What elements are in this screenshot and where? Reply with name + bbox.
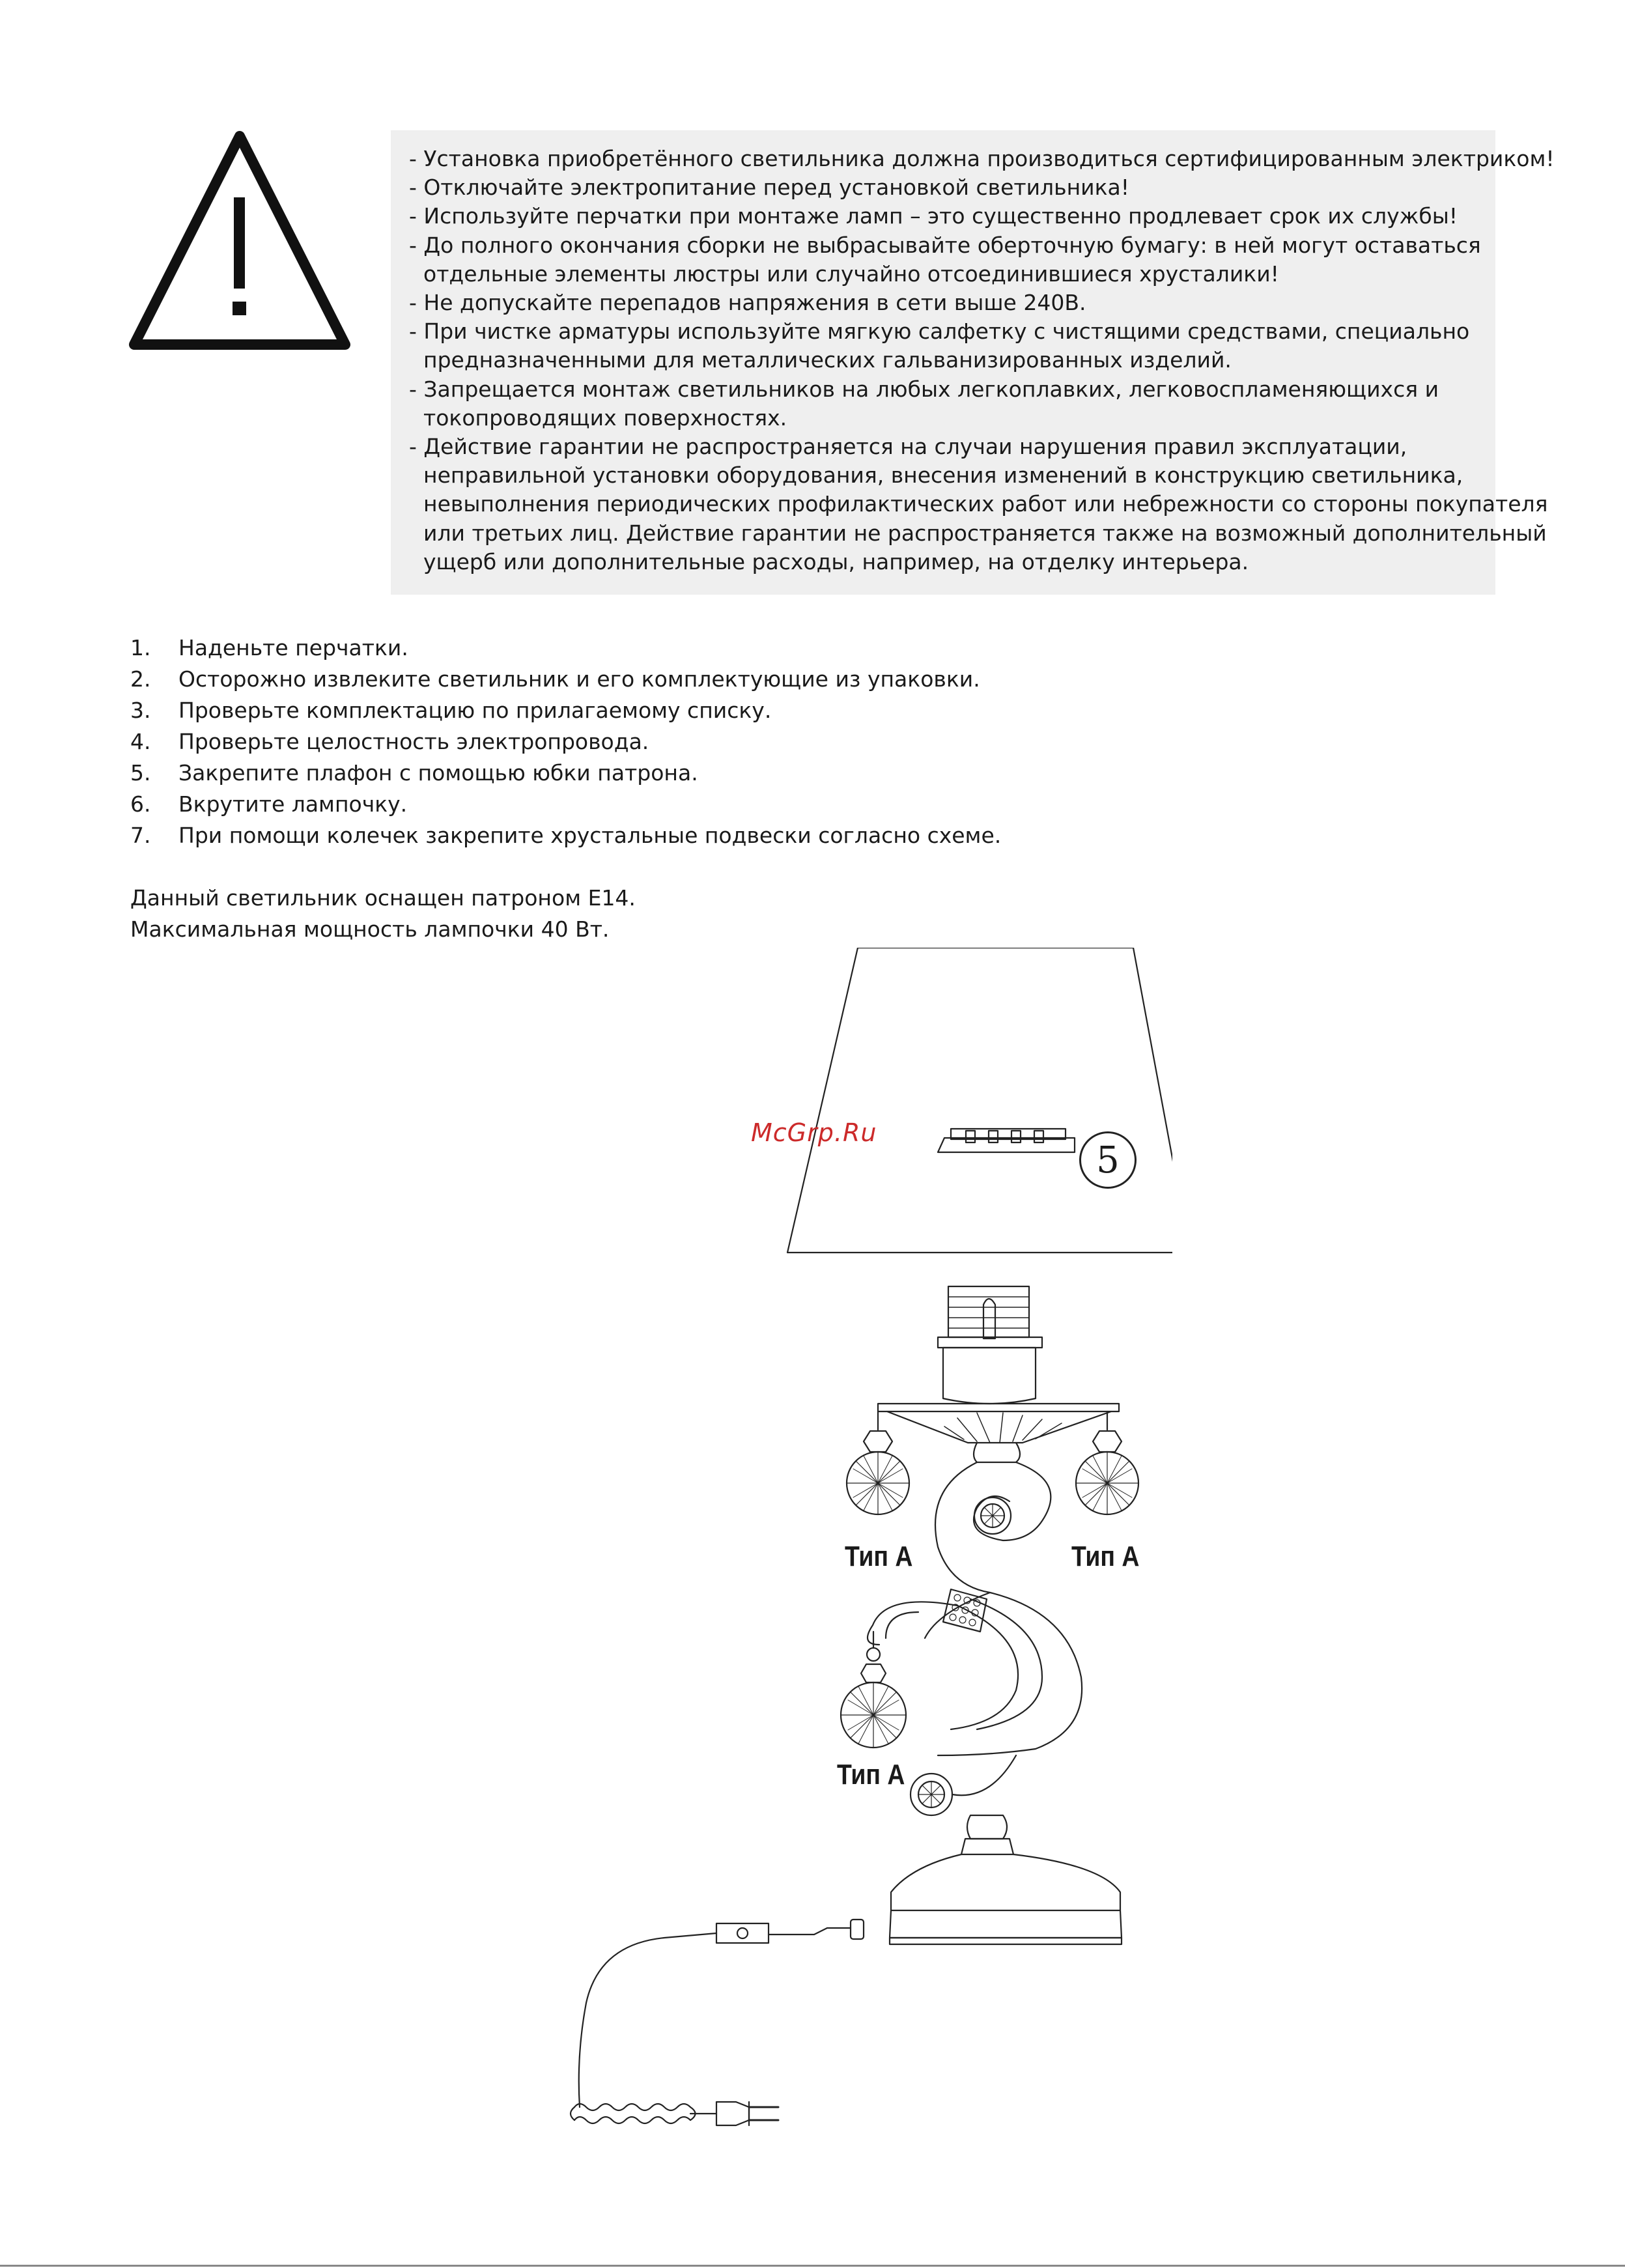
safety-warnings-box — [391, 130, 1555, 595]
step-text: Проверьте комплектацию по прилагаемому списку. — [178, 698, 772, 723]
warning-line: предназначенными для металлических гальванизированных изделий. — [423, 347, 1232, 373]
warning-line: - Используйте перчатки при монтаже ламп – это существенно продлевает срок их службы! — [409, 203, 1458, 229]
page-bottom-rule — [0, 2265, 1625, 2267]
step-number-badge: 5 — [1079, 1131, 1137, 1189]
step-text: При помощи колечек закрепите хрустальные подвески согласно схеме. — [178, 823, 1002, 848]
warning-line: - Отключайте электропитание перед установкой светильника! — [409, 175, 1129, 201]
step-item — [130, 664, 1001, 695]
crystal-pendant-lower — [841, 1632, 906, 1748]
step-text: Наденьте перчатки. — [178, 635, 408, 660]
step-item — [130, 726, 1001, 758]
warning-line: - При чистке арматуры используйте мягкую салфетку с чистящими средствами, специально — [409, 319, 1470, 345]
warning-line: неправильной установки оборудования, внесения изменений в конструкцию светильника, — [423, 462, 1463, 489]
type-label-lower: Тип А — [837, 1759, 905, 1791]
warning-line: отдельные элементы люстры или случайно отсоединившиеся хрусталики! — [423, 261, 1279, 287]
warning-line: - Не допускайте перепадов напряжения в сети выше 240В. — [409, 290, 1086, 316]
warning-line: токопроводящих поверхностях. — [423, 404, 787, 431]
warning-lines — [409, 145, 1555, 576]
power-cord — [571, 1923, 851, 2125]
lampshade — [787, 948, 1172, 1253]
crystal-arm-plate — [878, 1404, 1119, 1462]
step-item — [130, 789, 1001, 820]
watermark: McGrp.Ru — [751, 1118, 877, 1147]
crystal-pendant-right — [1076, 1411, 1138, 1514]
warning-line: - Установка приобретённого светильника должна производиться сертифицированным электриком! — [409, 146, 1555, 171]
step-text: Проверьте целостность электропровода. — [178, 729, 649, 754]
warning-line: или третьих лиц. Действие гарантии не распространяется также на возможный дополнительный — [423, 520, 1547, 546]
step-item — [130, 632, 1001, 664]
step-number: 5. — [130, 760, 151, 786]
step-item — [130, 820, 1001, 851]
warning-line: ущерб или дополнительные расходы, например, на отделку интерьера. — [423, 548, 1249, 574]
step-item — [130, 758, 1001, 789]
step-item — [130, 695, 1001, 726]
step-number: 7. — [130, 823, 151, 848]
type-label-right: Тип А — [1071, 1540, 1140, 1572]
assembly-steps-list — [130, 632, 1001, 851]
warning-line: невыполнения периодических профилактических работ или небрежности со стороны покупателя — [423, 491, 1548, 517]
lamp-info — [130, 883, 636, 945]
step-number: 4. — [130, 729, 151, 754]
step-text: Осторожно извлеките светильник и его комплектующие из упаковки. — [178, 666, 980, 692]
warning-line: - Запрещается монтаж светильников на любых легкоплавких, легковоспламеняющихся и — [409, 376, 1439, 402]
step-number: 1. — [130, 635, 151, 660]
warning-line: - Действие гарантии не распространяется на случаи нарушения правил эксплуатации, — [409, 434, 1407, 460]
warning-line: - До полного окончания сборки не выбрасывайте оберточную бумагу: в ней могут оставаться — [409, 232, 1481, 258]
lower-rosette — [911, 1755, 1016, 1815]
crystal-pendant-left — [847, 1411, 909, 1514]
warning-triangle-icon — [128, 127, 352, 351]
socket-skirt-ring — [938, 1129, 1075, 1152]
power-info: Максимальная мощность лампочки 40 Вт. — [130, 916, 610, 942]
step-text: Закрепите плафон с помощью юбки патрона. — [178, 760, 698, 786]
lamp-base — [851, 1815, 1122, 1944]
step-number: 6. — [130, 791, 151, 817]
type-label-left: Тип А — [845, 1540, 913, 1572]
crystal-band — [943, 1589, 987, 1632]
step-number: 2. — [130, 666, 151, 692]
socket-top — [938, 1286, 1042, 1404]
step-number: 3. — [130, 698, 151, 723]
socket-info: Данный светильник оснащен патроном Е14. — [130, 885, 636, 911]
step-text: Вкрутите лампочку. — [178, 791, 408, 817]
